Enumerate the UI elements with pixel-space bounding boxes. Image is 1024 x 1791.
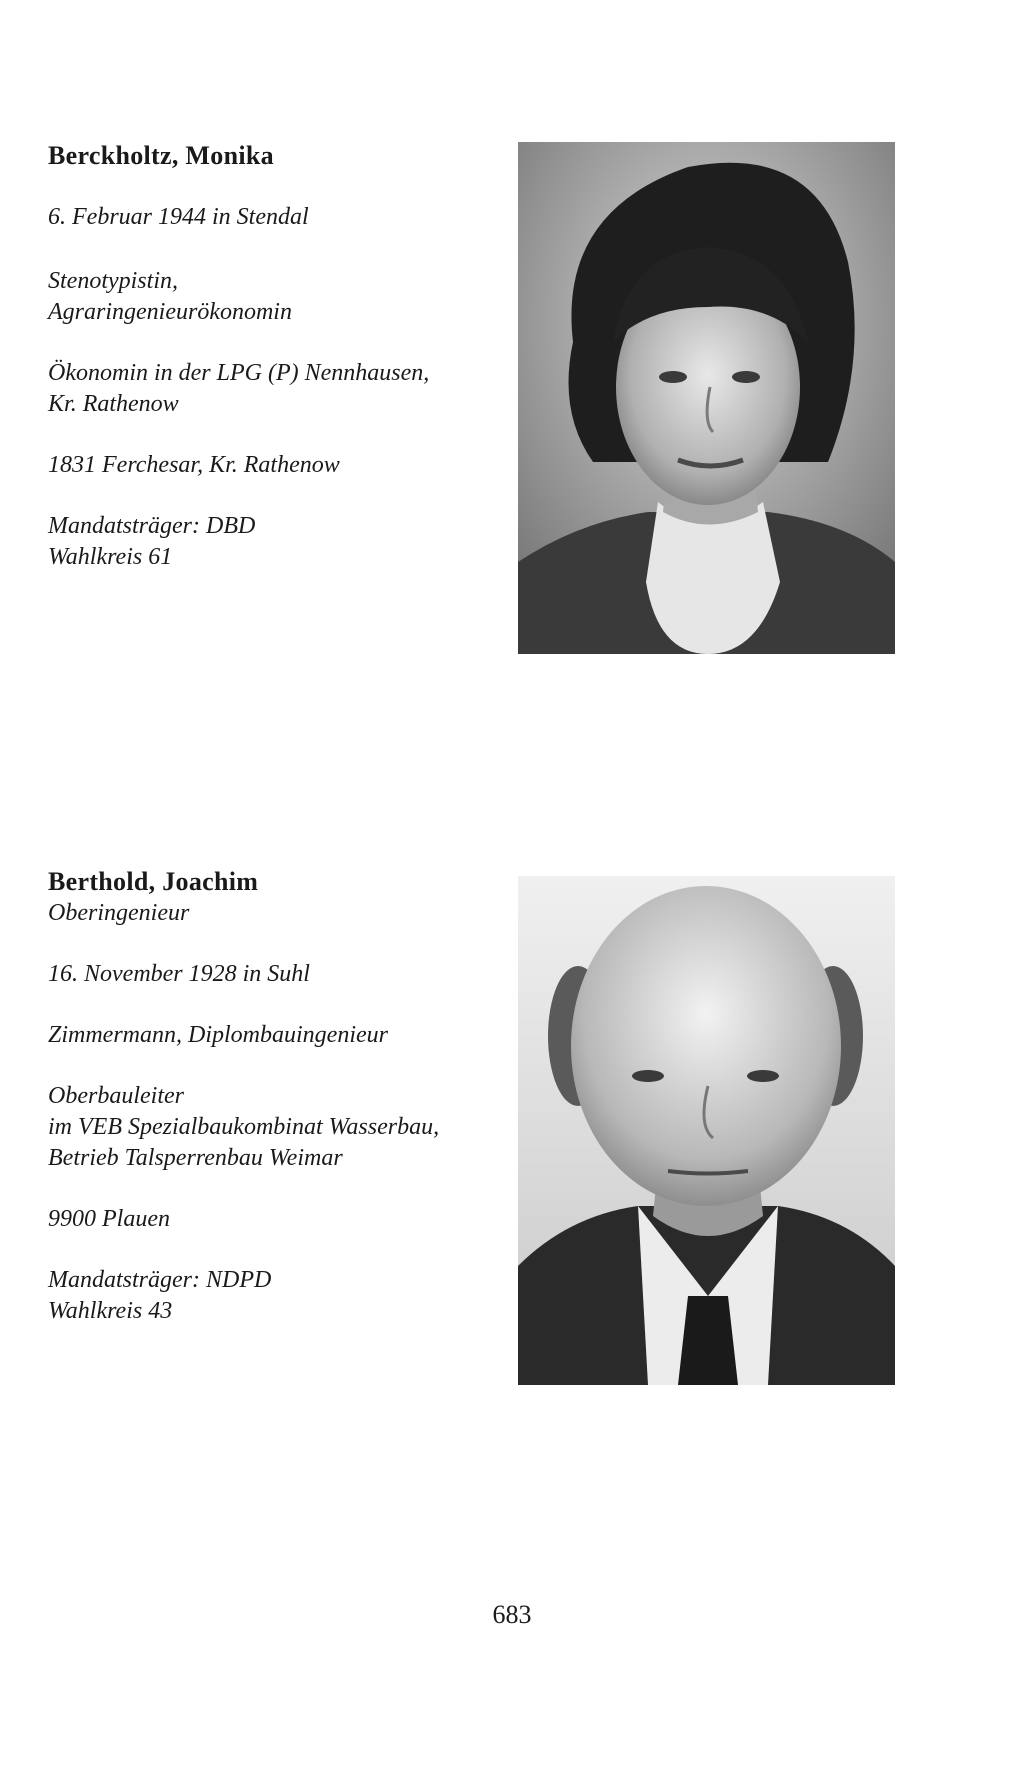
portrait-woman-image xyxy=(518,142,895,654)
entry-employment-block xyxy=(48,1081,508,1174)
entry-residence: 9900 Plauen xyxy=(48,1206,170,1232)
entry-profession-line: Stenotypistin, xyxy=(48,268,178,294)
entry-employment-line: Kr. Rathenow xyxy=(48,391,179,417)
entry-mandate-block xyxy=(48,1265,508,1327)
entry-residence: 1831 Ferchesar, Kr. Rathenow xyxy=(48,452,340,478)
entry-birth-block xyxy=(48,959,508,990)
entry-name: Berthold, Joachim xyxy=(48,867,259,896)
entry-name: Berckholtz, Monika xyxy=(48,141,274,170)
entry-employment-line: im VEB Spezialbaukombinat Wasserbau, xyxy=(48,1114,440,1140)
portrait-photo-berthold xyxy=(518,876,895,1385)
entry-profession-line: Agraringenieurökonomin xyxy=(48,299,292,325)
entry-residence-block xyxy=(48,1204,508,1235)
entry-residence-block xyxy=(48,450,508,481)
entry-employment-line: Oberbauleiter xyxy=(48,1083,184,1109)
entry-constituency: Wahlkreis 61 xyxy=(48,544,173,570)
entry-title: Oberingenieur xyxy=(48,900,190,926)
entry-profession-block xyxy=(48,1020,508,1051)
entry-birth: 6. Februar 1944 in Stendal xyxy=(48,204,309,230)
entry-mandate: Mandatsträger: NDPD xyxy=(48,1267,272,1293)
entry-employment-line: Betrieb Talsperrenbau Weimar xyxy=(48,1145,343,1171)
entry-mandate: Mandatsträger: DBD xyxy=(48,513,256,539)
portrait-photo-berckholtz xyxy=(518,142,895,654)
entry-employment-block xyxy=(48,358,508,420)
entry-profession-block xyxy=(48,266,508,328)
entry-profession-line: Zimmermann, Diplombauingenieur xyxy=(48,1022,388,1048)
entry-employment-line: Ökonomin in der LPG (P) Nennhausen, xyxy=(48,360,430,386)
entry-birth-block xyxy=(48,202,508,233)
page-number: 683 xyxy=(492,1600,532,1629)
entry-berckholtz xyxy=(48,140,508,573)
portrait-man-image xyxy=(518,876,895,1385)
entry-berthold xyxy=(48,866,508,1327)
entry-constituency: Wahlkreis 43 xyxy=(48,1298,173,1324)
entry-mandate-block xyxy=(48,511,508,573)
entry-birth: 16. November 1928 in Suhl xyxy=(48,961,310,987)
